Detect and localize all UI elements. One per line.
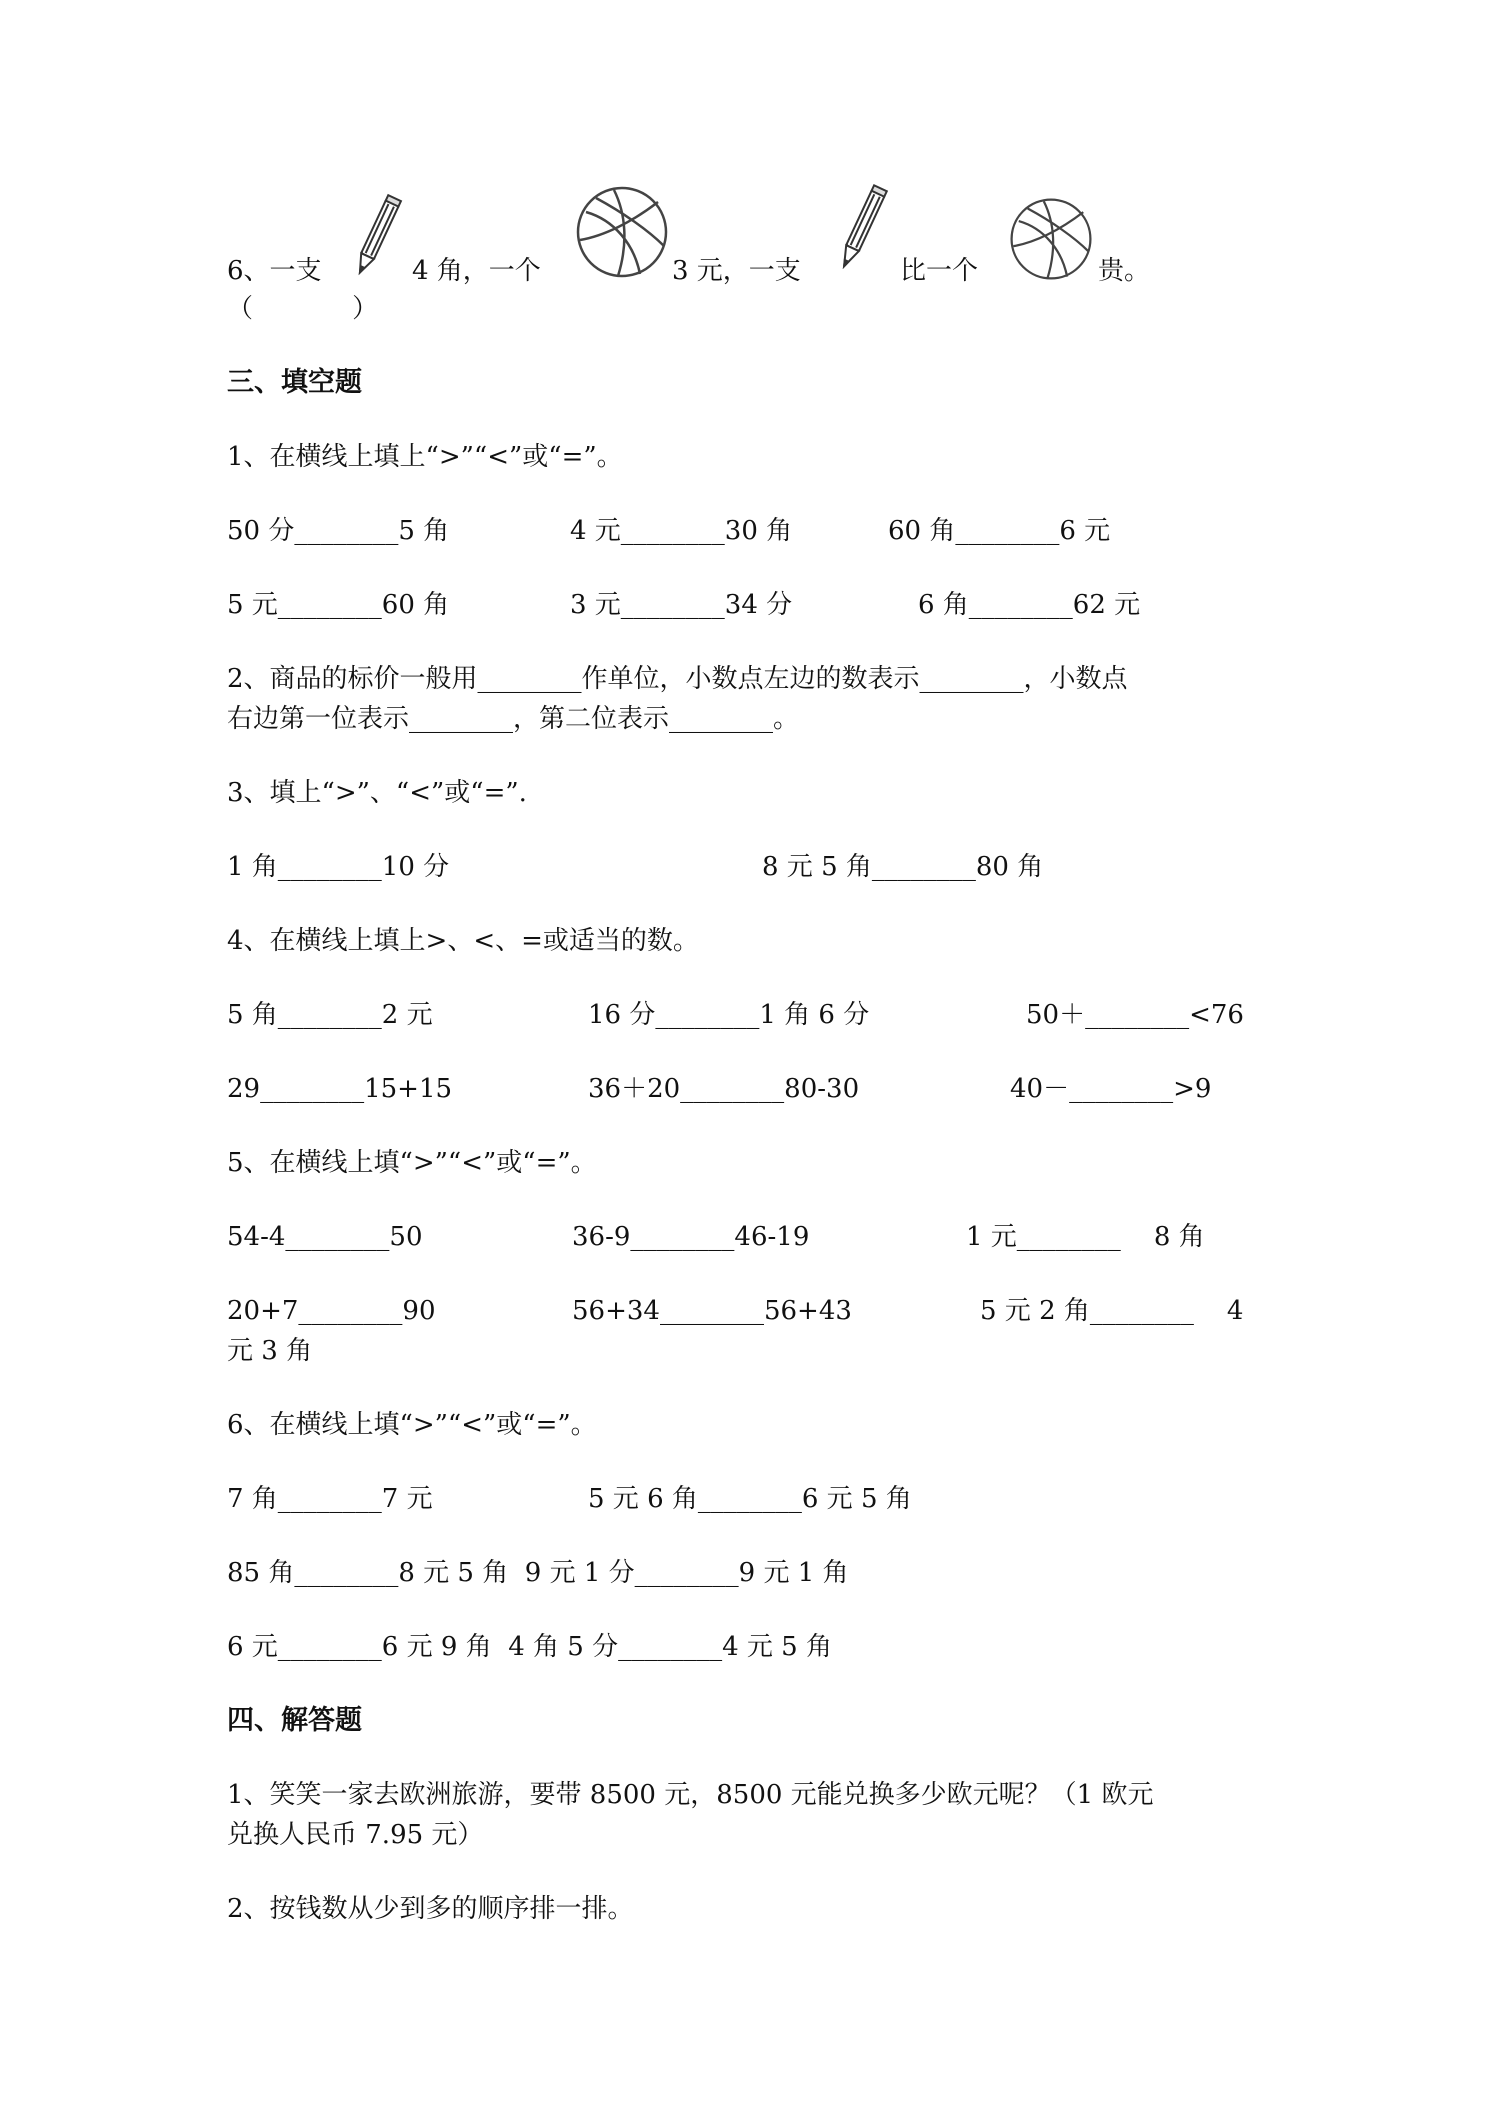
s3-q5-r1-c1: 54-4________50 bbox=[227, 1222, 423, 1252]
s3-q5-r1-c2: 36-9________46-19 bbox=[572, 1222, 810, 1252]
s3-q1-r1-c2: 4 元________30 角 bbox=[570, 516, 793, 546]
s3-q6-row3: 6 元________6 元 9 角 4 角 5 分________4 元 5 角 bbox=[227, 1632, 832, 1662]
s3-q4-r1-c3: 50＋________<76 bbox=[1026, 1000, 1244, 1030]
s3-q1-r1-c3: 60 角________6 元 bbox=[888, 516, 1111, 546]
pencil-icon bbox=[830, 182, 892, 278]
s3-q4-r2-c3: 40－________>9 bbox=[1010, 1074, 1212, 1104]
s4-q2: 2、按钱数从少到多的顺序排一排。 bbox=[227, 1894, 634, 1924]
s3-q2-line2: 右边第一位表示________，第二位表示________。 bbox=[227, 704, 800, 734]
q6-text-part2: 4 角，一个 bbox=[412, 256, 541, 286]
basketball-icon bbox=[1008, 196, 1094, 282]
s4-q1-line2: 兑换人民币 7.95 元） bbox=[227, 1820, 484, 1850]
s3-q6-r1-c1: 7 角________7 元 bbox=[227, 1484, 433, 1514]
s3-q3-prompt: 3、填上“>”、“<”或“=”. bbox=[227, 778, 527, 808]
q6-text-part4: 比一个 bbox=[900, 256, 979, 286]
s3-q6-row2: 85 角________8 元 5 角 9 元 1 分________9 元 1 角 bbox=[227, 1558, 849, 1588]
s3-q4-r2-c1: 29________15+15 bbox=[227, 1074, 453, 1104]
s3-q1-r2-c2: 3 元________34 分 bbox=[570, 590, 793, 620]
s4-q1-line1: 1、笑笑一家去欧洲旅游，要带 8500 元，8500 元能兑换多少欧元呢？（1 欧元 bbox=[227, 1780, 1154, 1810]
s3-q5-r2-c3: 5 元 2 角________ 4 bbox=[980, 1296, 1244, 1326]
s3-q4-r1-c1: 5 角________2 元 bbox=[227, 1000, 433, 1030]
s3-q4-r2-c2: 36＋20________80-30 bbox=[588, 1074, 860, 1104]
section3-heading: 三、填空题 bbox=[227, 367, 362, 398]
s3-q1-r1-c1: 50 分________5 角 bbox=[227, 516, 450, 546]
s3-q5-r2-c2: 56+34________56+43 bbox=[572, 1296, 852, 1326]
s3-q5-r1-c3: 1 元________ 8 角 bbox=[966, 1222, 1205, 1252]
s3-q3-r1-c2: 8 元 5 角________80 角 bbox=[762, 852, 1044, 882]
q6-text-part1: 6、一支 bbox=[227, 256, 322, 286]
section4-heading: 四、解答题 bbox=[227, 1705, 362, 1736]
s3-q6-r1-c2: 5 元 6 角________6 元 5 角 bbox=[588, 1484, 912, 1514]
s3-q2-line1: 2、商品的标价一般用________作单位，小数点左边的数表示________，小数点 bbox=[227, 664, 1128, 694]
q6-text-part5: 贵。 bbox=[1098, 256, 1151, 286]
s3-q5-r2-c1: 20+7________90 bbox=[227, 1296, 436, 1326]
s3-q4-r1-c2: 16 分________1 角 6 分 bbox=[588, 1000, 870, 1030]
s3-q5-prompt: 5、在横线上填“>”“<”或“=”。 bbox=[227, 1148, 597, 1178]
s3-q1-prompt: 1、在横线上填上“>”“<”或“=”。 bbox=[227, 442, 623, 472]
s3-q3-r1-c1: 1 角________10 分 bbox=[227, 852, 450, 882]
s3-q6-prompt: 6、在横线上填“>”“<”或“=”。 bbox=[227, 1410, 597, 1440]
s3-q1-r2-c3: 6 角________62 元 bbox=[918, 590, 1141, 620]
s3-q5-r2-wrap: 元 3 角 bbox=[227, 1336, 313, 1366]
basketball-icon bbox=[574, 184, 670, 280]
q6-answer-parens: （ ） bbox=[227, 294, 379, 324]
s3-q4-prompt: 4、在横线上填上>、<、=或适当的数。 bbox=[227, 926, 699, 956]
q6-text-part3: 3 元，一支 bbox=[672, 256, 801, 286]
pencil-icon bbox=[345, 192, 407, 284]
s3-q1-r2-c1: 5 元________60 角 bbox=[227, 590, 450, 620]
